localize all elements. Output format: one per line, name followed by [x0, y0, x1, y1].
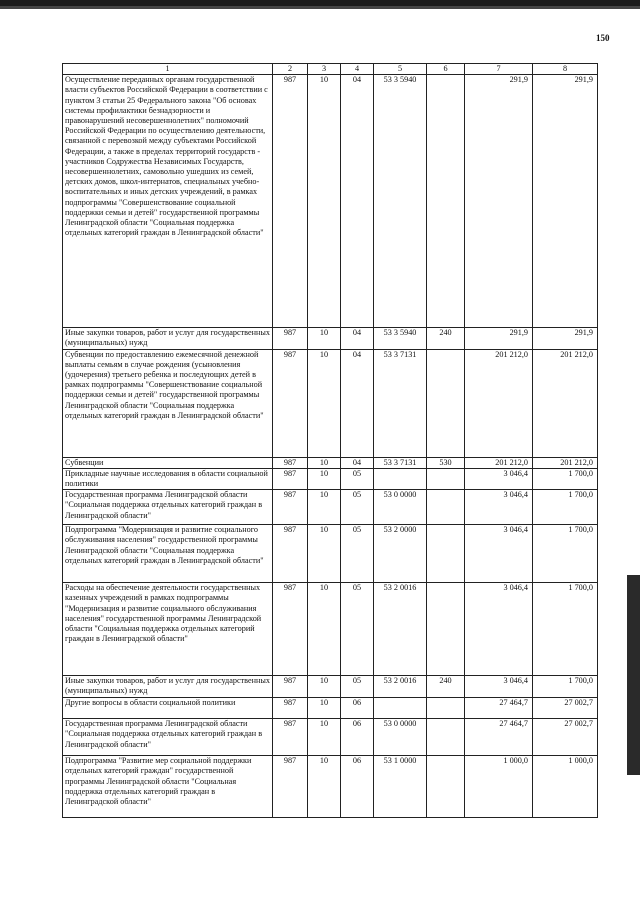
row-name: Другие вопросы в области социальной политики [63, 698, 273, 719]
cell-ministry-code: 987 [273, 525, 308, 583]
cell-ministry-code: 987 [273, 676, 308, 698]
cell-amount-col8: 291,9 [533, 75, 598, 328]
cell-subsection: 05 [341, 490, 374, 525]
cell-amount-col7: 3 046,4 [465, 468, 533, 489]
row-name: Осуществление переданных органам государственной власти субъектов Российской Федерации в соответствии с пунктом 3 статьи 25 Федерального закона "Об основах системы профилактики безнадзорности и правонарушений несовершеннолетних" полномочий Российской Федерации по осуществлению деятельности, связанной с перевозкой между субъектами Российской Федерации, а также в пределах территорий государств - участников Содружества Независимых Государств, несовершеннолетних, самовольно ушедших из семей, детских домов, школ-интернатов, специальных учебно-воспитательных и иных детских учреждений, в рамках подпрограммы "Совершенствование социальной поддержки семьи и детей" государственной программы Ленинградской области "Социальная поддержка отдельных категорий граждан в Ленинградской области" [63, 75, 273, 328]
table-row [63, 719, 598, 756]
cell-subsection: 05 [341, 583, 374, 676]
table-row [63, 583, 598, 676]
column-header: 4 [341, 64, 374, 75]
cell-amount-col8: 27 002,7 [533, 719, 598, 756]
table-row [63, 698, 598, 719]
cell-subsection: 04 [341, 457, 374, 468]
cell-amount-col7: 201 212,0 [465, 457, 533, 468]
row-name: Подпрограмма "Модернизация и развитие социального обслуживания населения" государственной программы Ленинградской области "Социальная поддержка отдельных категорий граждан в Ленинградской области" [63, 525, 273, 583]
cell-ministry-code: 987 [273, 583, 308, 676]
cell-target-article: 53 1 0000 [374, 756, 427, 818]
table-row [63, 349, 598, 457]
cell-target-article: 53 3 5940 [374, 75, 427, 328]
cell-target-article: 53 3 7131 [374, 457, 427, 468]
cell-ministry-code: 987 [273, 756, 308, 818]
column-header: 2 [273, 64, 308, 75]
cell-subsection: 06 [341, 698, 374, 719]
cell-subsection: 04 [341, 75, 374, 328]
cell-amount-col8: 1 700,0 [533, 583, 598, 676]
cell-amount-col7: 3 046,4 [465, 490, 533, 525]
cell-expense-type [427, 525, 465, 583]
table-row [63, 457, 598, 468]
cell-amount-col7: 3 046,4 [465, 583, 533, 676]
cell-expense-type [427, 490, 465, 525]
cell-ministry-code: 987 [273, 719, 308, 756]
cell-expense-type: 240 [427, 676, 465, 698]
cell-ministry-code: 987 [273, 75, 308, 328]
row-name: Субвенции [63, 457, 273, 468]
scan-right-edge [627, 575, 640, 775]
row-name: Государственная программа Ленинградской области "Социальная поддержка отдельных категорий граждан в Ленинградской области" [63, 490, 273, 525]
cell-target-article: 53 3 7131 [374, 349, 427, 457]
cell-ministry-code: 987 [273, 328, 308, 349]
table-row [63, 525, 598, 583]
cell-target-article [374, 468, 427, 489]
cell-section: 10 [308, 349, 341, 457]
column-number-row [63, 64, 598, 75]
column-header: 5 [374, 64, 427, 75]
cell-amount-col8: 1 700,0 [533, 525, 598, 583]
column-header: 8 [533, 64, 598, 75]
cell-subsection: 05 [341, 676, 374, 698]
cell-target-article: 53 2 0016 [374, 676, 427, 698]
cell-subsection: 05 [341, 468, 374, 489]
cell-ministry-code: 987 [273, 468, 308, 489]
cell-ministry-code: 987 [273, 490, 308, 525]
cell-section: 10 [308, 468, 341, 489]
cell-amount-col8: 291,9 [533, 328, 598, 349]
budget-table [62, 63, 598, 818]
cell-subsection: 05 [341, 525, 374, 583]
cell-section: 10 [308, 525, 341, 583]
cell-amount-col8: 201 212,0 [533, 349, 598, 457]
cell-target-article: 53 0 0000 [374, 719, 427, 756]
scan-top-shadow [0, 6, 640, 9]
cell-expense-type [427, 583, 465, 676]
cell-section: 10 [308, 75, 341, 328]
row-name: Расходы на обеспечение деятельности государственных казенных учреждений в рамках подпрограммы "Модернизация и развитие социального обслуживания населения" государственной программы Ленинградской области "Социальная поддержка отдельных категорий граждан в Ленинградской области" [63, 583, 273, 676]
cell-amount-col8: 27 002,7 [533, 698, 598, 719]
cell-subsection: 04 [341, 328, 374, 349]
cell-expense-type [427, 756, 465, 818]
cell-amount-col8: 201 212,0 [533, 457, 598, 468]
cell-ministry-code: 987 [273, 349, 308, 457]
page-number: 150 [596, 33, 610, 43]
column-header: 7 [465, 64, 533, 75]
cell-amount-col7: 27 464,7 [465, 719, 533, 756]
column-header: 1 [63, 64, 273, 75]
cell-expense-type [427, 75, 465, 328]
table-row [63, 75, 598, 328]
table-row [63, 468, 598, 489]
cell-amount-col8: 1 000,0 [533, 756, 598, 818]
cell-section: 10 [308, 698, 341, 719]
cell-section: 10 [308, 457, 341, 468]
cell-amount-col8: 1 700,0 [533, 676, 598, 698]
cell-expense-type [427, 468, 465, 489]
row-name: Прикладные научные исследования в области социальной политики [63, 468, 273, 489]
cell-ministry-code: 987 [273, 457, 308, 468]
cell-expense-type [427, 349, 465, 457]
table-row [63, 676, 598, 698]
cell-amount-col7: 3 046,4 [465, 525, 533, 583]
cell-amount-col7: 291,9 [465, 328, 533, 349]
cell-target-article: 53 0 0000 [374, 490, 427, 525]
row-name: Подпрограмма "Развитие мер социальной поддержки отдельных категорий граждан" государственной программы Ленинградской области "Социальная поддержка отдельных категорий граждан в Ленинградской области" [63, 756, 273, 818]
cell-section: 10 [308, 328, 341, 349]
cell-section: 10 [308, 490, 341, 525]
cell-expense-type [427, 698, 465, 719]
cell-target-article: 53 3 5940 [374, 328, 427, 349]
cell-subsection: 04 [341, 349, 374, 457]
cell-target-article: 53 2 0016 [374, 583, 427, 676]
cell-amount-col7: 27 464,7 [465, 698, 533, 719]
column-header: 3 [308, 64, 341, 75]
cell-expense-type: 530 [427, 457, 465, 468]
table-row [63, 490, 598, 525]
column-header: 6 [427, 64, 465, 75]
row-name: Субвенции по предоставлению ежемесячной денежной выплаты семьям в случае рождения (усыновления (удочерения) третьего ребенка и последующих детей в рамках подпрограммы "Совершенствование социальной поддержки семьи и детей" государственной программы Ленинградской области "Социальная поддержка отдельных категорий граждан в Ленинградской области" [63, 349, 273, 457]
cell-amount-col7: 201 212,0 [465, 349, 533, 457]
cell-amount-col7: 3 046,4 [465, 676, 533, 698]
cell-section: 10 [308, 756, 341, 818]
cell-amount-col7: 1 000,0 [465, 756, 533, 818]
cell-expense-type [427, 719, 465, 756]
table-row [63, 328, 598, 349]
cell-ministry-code: 987 [273, 698, 308, 719]
cell-expense-type: 240 [427, 328, 465, 349]
cell-subsection: 06 [341, 719, 374, 756]
table-row [63, 756, 598, 818]
row-name: Иные закупки товаров, работ и услуг для государственных (муниципальных) нужд [63, 676, 273, 698]
cell-target-article: 53 2 0000 [374, 525, 427, 583]
cell-amount-col7: 291,9 [465, 75, 533, 328]
cell-amount-col8: 1 700,0 [533, 490, 598, 525]
cell-section: 10 [308, 719, 341, 756]
cell-section: 10 [308, 583, 341, 676]
row-name: Иные закупки товаров, работ и услуг для государственных (муниципальных) нужд [63, 328, 273, 349]
cell-target-article [374, 698, 427, 719]
cell-section: 10 [308, 676, 341, 698]
cell-amount-col8: 1 700,0 [533, 468, 598, 489]
cell-subsection: 06 [341, 756, 374, 818]
row-name: Государственная программа Ленинградской области "Социальная поддержка отдельных категорий граждан в Ленинградской области" [63, 719, 273, 756]
